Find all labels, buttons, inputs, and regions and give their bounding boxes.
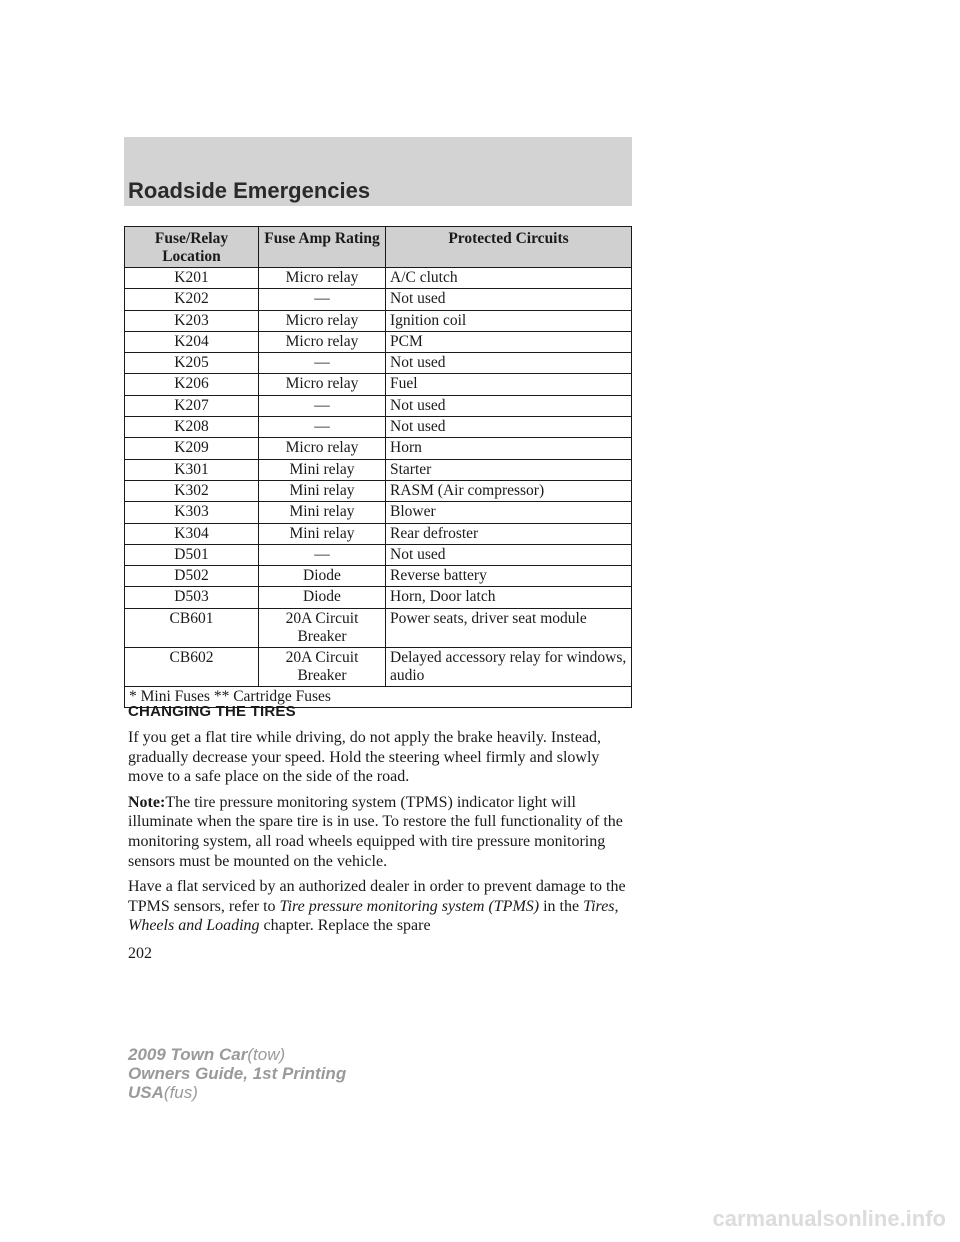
header-location: Fuse/Relay Location [125, 227, 259, 268]
table-row [125, 289, 632, 310]
table-row [125, 331, 632, 352]
cell-location: K202 [125, 289, 259, 310]
table-footnote: * Mini Fuses ** Cartridge Fuses [125, 686, 632, 707]
cell-protected-circuits: Blower [386, 502, 632, 523]
table-row [125, 268, 632, 289]
cell-location: CB601 [125, 608, 259, 647]
footer-line-1 [128, 1045, 346, 1064]
cell-amp-rating: 20A Circuit Breaker [259, 608, 386, 647]
table-row [125, 587, 632, 608]
cell-location: K301 [125, 459, 259, 480]
footer-model-code: (tow) [247, 1045, 286, 1064]
table-row [125, 608, 632, 647]
cell-protected-circuits: Horn [386, 438, 632, 459]
cell-protected-circuits: Starter [386, 459, 632, 480]
cell-location: D501 [125, 544, 259, 565]
para3-text-a: Have a flat serviced by an authorized dealer in order to prevent damage to the TPMS sensors, refer to [128, 878, 626, 915]
paragraph-note [128, 793, 632, 871]
section-title: Roadside Emergencies [128, 178, 371, 203]
fuse-table [124, 226, 632, 708]
table-row [125, 374, 632, 395]
body-text [128, 702, 632, 942]
cell-location: CB602 [125, 647, 259, 686]
cell-protected-circuits: Not used [386, 417, 632, 438]
chapter-reference: Tires, Wheels and Loading [128, 897, 619, 935]
tpms-reference: Tire pressure monitoring system (TPMS) [279, 897, 540, 915]
cell-amp-rating: 20A Circuit Breaker [259, 647, 386, 686]
cell-protected-circuits: PCM [386, 331, 632, 352]
table-row [125, 647, 632, 686]
cell-location: K205 [125, 353, 259, 374]
cell-amp-rating: — [259, 544, 386, 565]
cell-location: K302 [125, 480, 259, 501]
cell-protected-circuits: Not used [386, 353, 632, 374]
footer-market-code: (fus) [163, 1083, 198, 1102]
cell-protected-circuits: A/C clutch [386, 268, 632, 289]
changing-tires-heading: CHANGING THE TIRES [128, 703, 296, 720]
cell-amp-rating: — [259, 353, 386, 374]
page-number: 202 [128, 945, 152, 962]
para3-text-c: chapter. Replace the spare [263, 917, 431, 935]
cell-protected-circuits: Reverse battery [386, 566, 632, 587]
para3-text-b: in the [543, 897, 580, 915]
cell-location: K201 [125, 268, 259, 289]
cell-protected-circuits: Power seats, driver seat module [386, 608, 632, 647]
table-row [125, 353, 632, 374]
watermark: carmanualsonline.info [712, 1206, 946, 1231]
note-text: The tire pressure monitoring system (TPMS) indicator light will illuminate when the spare tire is in use. To restore the full functionality of the monitoring system, all road wheels equipped with tire pressure monitoring sensors must be mounted on the vehicle. [128, 793, 623, 870]
cell-amp-rating: Micro relay [259, 268, 386, 289]
cell-protected-circuits: Horn, Door latch [386, 587, 632, 608]
fuse-table-body [125, 268, 632, 708]
cell-amp-rating: Mini relay [259, 459, 386, 480]
table-row [125, 438, 632, 459]
paragraph-tpms-service [128, 877, 632, 936]
note-label: Note: [128, 793, 166, 811]
cell-location: K304 [125, 523, 259, 544]
footer-line-2: Owners Guide, 1st Printing [128, 1064, 347, 1083]
cell-protected-circuits: Rear defroster [386, 523, 632, 544]
cell-protected-circuits: Fuel [386, 374, 632, 395]
cell-amp-rating: Micro relay [259, 374, 386, 395]
cell-amp-rating: Micro relay [259, 331, 386, 352]
footer-market: USA [128, 1083, 164, 1102]
cell-amp-rating: — [259, 395, 386, 416]
header-protected-circuits: Protected Circuits [386, 227, 632, 268]
table-row [125, 544, 632, 565]
table-row [125, 502, 632, 523]
cell-amp-rating: Mini relay [259, 502, 386, 523]
cell-location: D503 [125, 587, 259, 608]
table-row [125, 566, 632, 587]
cell-amp-rating: Mini relay [259, 480, 386, 501]
table-row [125, 480, 632, 501]
table-row [125, 310, 632, 331]
cell-protected-circuits: Not used [386, 544, 632, 565]
cell-location: K204 [125, 331, 259, 352]
cell-amp-rating: Micro relay [259, 438, 386, 459]
paragraph-flat-tire: If you get a flat tire while driving, do not apply the brake heavily. Instead, gradually decrease your speed. Hold the steering wheel firmly and slowly move to a safe place on the side of the road. [128, 729, 602, 786]
cell-protected-circuits: Ignition coil [386, 310, 632, 331]
cell-location: K203 [125, 310, 259, 331]
cell-amp-rating: Diode [259, 566, 386, 587]
cell-protected-circuits: Not used [386, 289, 632, 310]
cell-location: K208 [125, 417, 259, 438]
cell-location: K206 [125, 374, 259, 395]
cell-amp-rating: Diode [259, 587, 386, 608]
cell-location: K207 [125, 395, 259, 416]
cell-location: K209 [125, 438, 259, 459]
cell-location: D502 [125, 566, 259, 587]
cell-amp-rating: — [259, 289, 386, 310]
cell-location: K303 [125, 502, 259, 523]
table-row [125, 523, 632, 544]
footer-line-3 [128, 1083, 346, 1102]
table-row [125, 417, 632, 438]
cell-amp-rating: Micro relay [259, 310, 386, 331]
footer-model: 2009 Town Car [128, 1045, 248, 1064]
table-row [125, 395, 632, 416]
cell-amp-rating: — [259, 417, 386, 438]
cell-amp-rating: Mini relay [259, 523, 386, 544]
header-amp-rating: Fuse Amp Rating [259, 227, 386, 268]
footer-print-info [128, 1045, 346, 1102]
table-row [125, 459, 632, 480]
table-header-row [125, 227, 632, 268]
cell-protected-circuits: Not used [386, 395, 632, 416]
cell-protected-circuits: RASM (Air compressor) [386, 480, 632, 501]
cell-protected-circuits: Delayed accessory relay for windows, audio [386, 647, 632, 686]
